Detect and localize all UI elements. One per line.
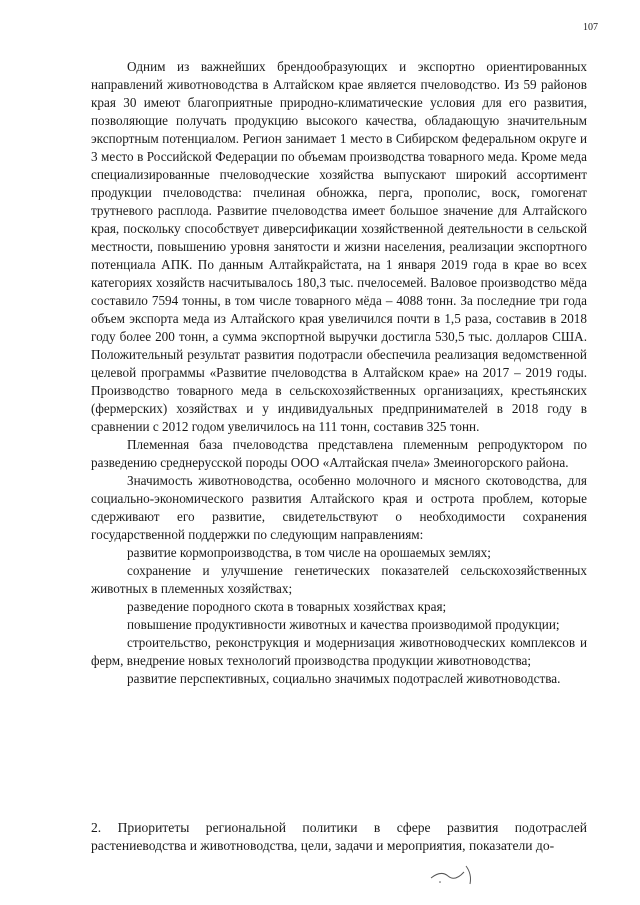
list-item: разведение породного скота в товарных хозяйствах края; (127, 599, 447, 614)
handwritten-mark (426, 858, 486, 888)
section-heading: 2. Приоритеты региональной политики в сфере развития подотраслей растениеводства и животноводства, цели, задачи и мероприятия, показатели до- (91, 820, 587, 853)
page-number: 107 (583, 22, 598, 33)
paragraph: Племенная база пчеловодства представлена племенным репродуктором по разведению среднерусской породы ООО «Алтайская пчела» Змеиногорского района. (91, 437, 587, 470)
list-item: сохранение и улучшение генетических показателей сельскохозяйственных животных в племенных хозяйствах; (91, 563, 587, 596)
body-text (91, 58, 587, 688)
paragraph: Одним из важнейших брендообразующих и экспортно ориентированных направлений животноводства в Алтайском крае является пчеловодство. Из 59 районов края 30 имеют благоприятные природно-климатические условия для его развития, позволяющие получать продукцию высокого качества, обладающую значительным экспортным потенциалом. Регион занимает 1 место в Сибирском федеральном округе и 3 место в Российской Федерации по объемам производства товарного меда. Кроме меда специализированные пчеловодческие хозяйства выпускают широкий ассортимент продукции пчеловодства: пчелиная обножка, перга, прополис, воск, гомогенат трутневого расплода. Развитие пчеловодства имеет большое значение для Алтайского края, поскольку способствует диверсификации хозяйственной деятельности в сельской местности, повышению уровня занятости и жизни населения, реализации экспортного потенциала АПК. По данным Алтайкрайстата, на 1 января 2019 года в крае во всех категориях хозяйств насчитывалось 180,3 тыс. пчелосемей. Валовое производство мёда составило 7594 тонны, в том числе товарного мёда – 4088 тонн. За последние три года объем экспорта меда из Алтайского края увеличился почти в 1,5 раза, составив в 2018 году более 200 тонн, а сумма экспортной выручки достигла 530,5 тыс. долларов США. Положительный результат развития подотрасли обеспечила реализация ведомственной целевой программы «Развитие пчеловодства в Алтайском крае» на 2017 – 2019 годы. Производство товарного меда в сельскохозяйственных организациях, крестьянских (фермерских) хозяйствах и у индивидуальных предпринимателей в 2018 году в сравнении с 2012 годом увеличилось на 111 тонн, составив 325 тонн. (91, 59, 587, 434)
list-item: развитие кормопроизводства, в том числе на орошаемых землях; (127, 545, 491, 560)
list-item: развитие перспективных, социально значимых подотраслей животноводства. (127, 671, 561, 686)
paragraph: Значимость животноводства, особенно молочного и мясного скотоводства, для социально-экономического развития Алтайского края и острота проблем, которые сдерживают его развитие, свидетельствуют о необходимости сохранения государственной поддержки по следующим направлениям: (91, 473, 587, 542)
list-item: строительство, реконструкция и модернизация животноводческих комплексов и ферм, внедрение новых технологий производства продукции животноводства; (91, 635, 587, 668)
list-item: повышение продуктивности животных и качества производимой продукции; (127, 617, 560, 632)
